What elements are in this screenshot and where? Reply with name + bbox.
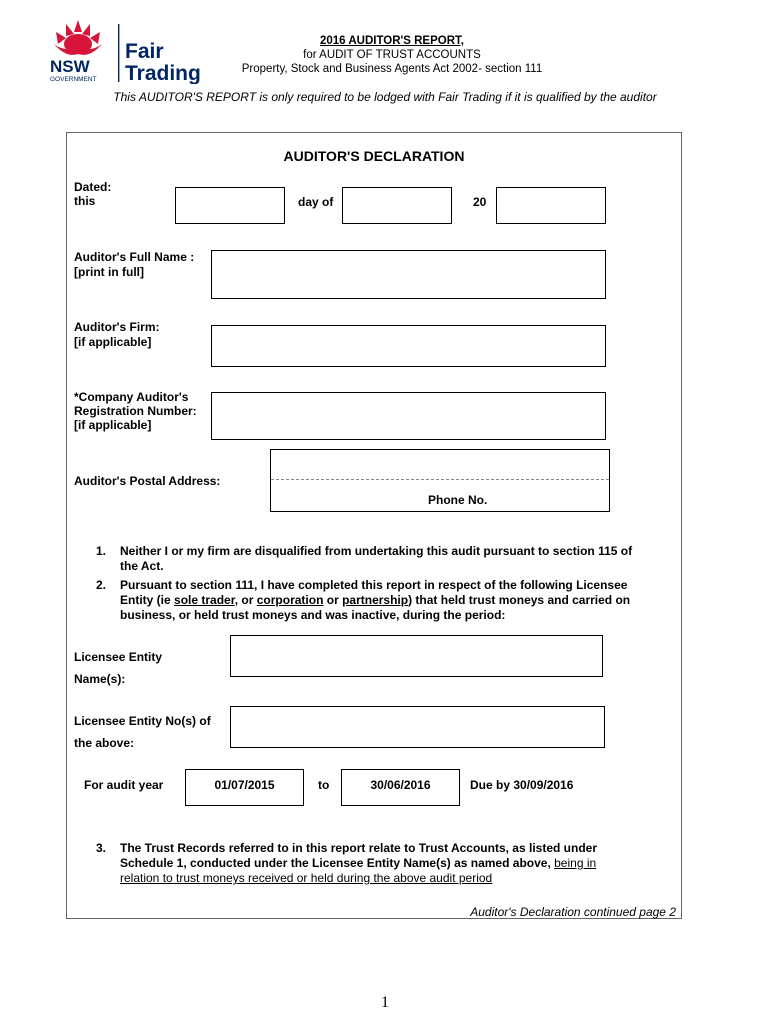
due-by-label: Due by 30/09/2016 <box>470 778 574 792</box>
dated-label: Dated: <box>74 180 112 194</box>
audit-year-label: For audit year <box>84 778 164 792</box>
entity-no-input[interactable] <box>230 706 605 748</box>
entity-no-label-1: Licensee Entity No(s) of <box>74 714 211 728</box>
entity-name-label-2: Name(s): <box>74 672 126 686</box>
firm-label: Auditor's Firm: <box>74 320 160 334</box>
full-name-hint: [print in full] <box>74 265 144 279</box>
year-prefix-label: 20 <box>473 195 487 209</box>
continued-note: Auditor's Declaration continued page 2 <box>470 905 676 919</box>
svg-text:Trading: Trading <box>125 62 201 84</box>
phone-label: Phone No. <box>428 493 488 507</box>
year-input[interactable] <box>496 187 606 224</box>
registration-input[interactable] <box>211 392 606 440</box>
full-name-input[interactable] <box>211 250 606 299</box>
logo-nsw-text: NSW <box>50 57 90 76</box>
lodgement-note: This AUDITOR'S REPORT is only required to be lodged with Fair Trading if it is qualified by the auditor <box>113 90 657 104</box>
page-number: 1 <box>381 994 389 1011</box>
report-title: 2016 AUDITOR'S REPORT, <box>320 35 464 47</box>
registration-label-1: *Company Auditor's <box>74 390 189 404</box>
firm-hint: [if applicable] <box>74 335 152 349</box>
entity-name-label-1: Licensee Entity <box>74 650 163 664</box>
declaration-item-3: 3. The Trust Records referred to in this report relate to Trust Accounts, as listed under Schedule 1, conducted under the Licensee Entity Name(s) as named above, being in relation to trust moneys received or held during the above audit period <box>96 841 597 885</box>
nsw-fair-trading-logo <box>48 18 218 89</box>
day-of-label: day of <box>298 195 334 209</box>
this-label: this <box>74 194 96 208</box>
to-label: to <box>318 778 330 792</box>
registration-label-2: Registration Number: <box>74 404 197 418</box>
declaration-item-1: 1. Neither I or my firm are disqualified from undertaking this audit pursuant to section 115 of the Act. <box>96 544 633 573</box>
svg-text:GOVERNMENT: GOVERNMENT <box>50 76 97 83</box>
month-input[interactable] <box>342 187 452 224</box>
postal-address-label: Auditor's Postal Address: <box>74 474 221 488</box>
entity-name-input[interactable] <box>230 635 603 677</box>
full-name-label: Auditor's Full Name : <box>74 250 195 264</box>
audit-to-input[interactable]: 30/06/2016 <box>341 769 460 806</box>
act-reference: Property, Stock and Business Agents Act 2002- section 111 <box>241 63 543 75</box>
entity-no-label-2: the above: <box>74 736 135 750</box>
svg-text:Fair: Fair <box>125 40 164 63</box>
report-subtitle: for AUDIT OF TRUST ACCOUNTS <box>303 49 481 61</box>
audit-from-input[interactable]: 01/07/2015 <box>185 769 304 806</box>
waratah-icon <box>54 20 102 55</box>
declaration-title: AUDITOR'S DECLARATION <box>283 148 465 164</box>
registration-hint: [if applicable] <box>74 418 152 432</box>
firm-input[interactable] <box>211 325 606 367</box>
declaration-item-2: 2. Pursuant to section 111, I have completed this report in respect of the following Licensee Entity (ie sole trader, or corporation or partnership) that held trust moneys and carried on business, or held trust moneys and was inactive, during the period: <box>96 578 631 622</box>
day-input[interactable] <box>175 187 285 224</box>
